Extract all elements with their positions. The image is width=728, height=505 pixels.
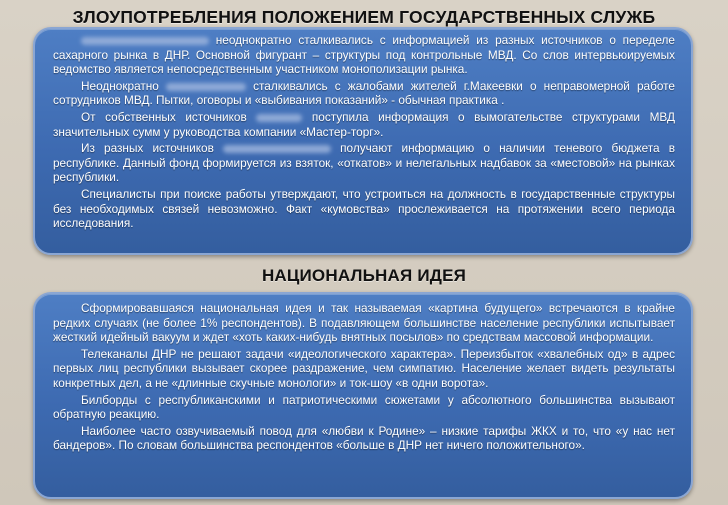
- section-title-abuse: ЗЛОУПОТРЕБЛЕНИЯ ПОЛОЖЕНИЕМ ГОСУДАРСТВЕННЫХ СЛУЖБ: [72, 7, 656, 27]
- paragraph: Билборды с республиканскими и патриотическими сюжетами у абсолютного большинства вызывают обратную реакцию.: [53, 392, 675, 422]
- paragraph: От собственных источников поступила информация о вымогательстве структурами МВД значительных сумм у руководства компании «Мастер-торг».: [53, 109, 675, 139]
- redacted-text: [166, 83, 246, 91]
- redacted-text: [256, 114, 302, 122]
- paragraph: неоднократно сталкивались с информацией из разных источников о переделе сахарного рынка в ДНР. Основной фигурант – структуры под контрольные МВД. Со слов интервьюируемых ведомство является непосредственным участником монополизации рынка.: [53, 33, 675, 77]
- paragraph: Наиболее часто озвучиваемый повод для «любви к Родине» – низкие тарифы ЖКХ и то, что «у нас нет бандеров». По словам большинства респондентов «больше в ДНР нет ничего положительного».: [53, 423, 675, 453]
- redacted-text: [223, 145, 331, 153]
- paragraph: Телеканалы ДНР не решают задачи «идеологического характера». Переизбыток «хвалебных од» в адрес первых лиц республики вызывает скорее раздражение, чем симпатию. Население желает видеть результаты конкретных дел, а не «длинные скучные монологи» и ток-шоу «в одни ворота».: [53, 346, 675, 390]
- paragraph: Сформировавшаяся национальная идея и так называемая «картина будущего» встречаются в крайне редких случаях (не более 1% респондентов). В подавляющем большинстве население республики испытывает жесткий идейный вакуум и ждет «хоть каких-нибудь внятных посылов» по средствам массовой информации.: [53, 301, 675, 345]
- redacted-text: [81, 37, 209, 45]
- text-panel-abuse: [33, 27, 693, 255]
- paragraph: Из разных источников получают информацию о наличии теневого бюджета в республике. Данный фонд формируется из взяток, «откатов» и нелегальных надбавок за «местовой» на рынках республики.: [53, 141, 675, 185]
- section-title-national-idea: НАЦИОНАЛЬНАЯ ИДЕЯ: [261, 266, 467, 285]
- text-panel-national-idea: [33, 292, 693, 499]
- paragraph: Специалисты при поиске работы утверждают, что устроиться на должность в государственные структуры без необходимых связей невозможно. Факт «кумовства» прослеживается на протяжении всего периода исследования.: [53, 186, 675, 231]
- paragraph: Неоднократно сталкивались с жалобами жителей г.Макеевки о неправомерной работе сотрудников МВД. Пытки, оговоры и «выбивания показаний» - обычная практика .: [53, 78, 675, 108]
